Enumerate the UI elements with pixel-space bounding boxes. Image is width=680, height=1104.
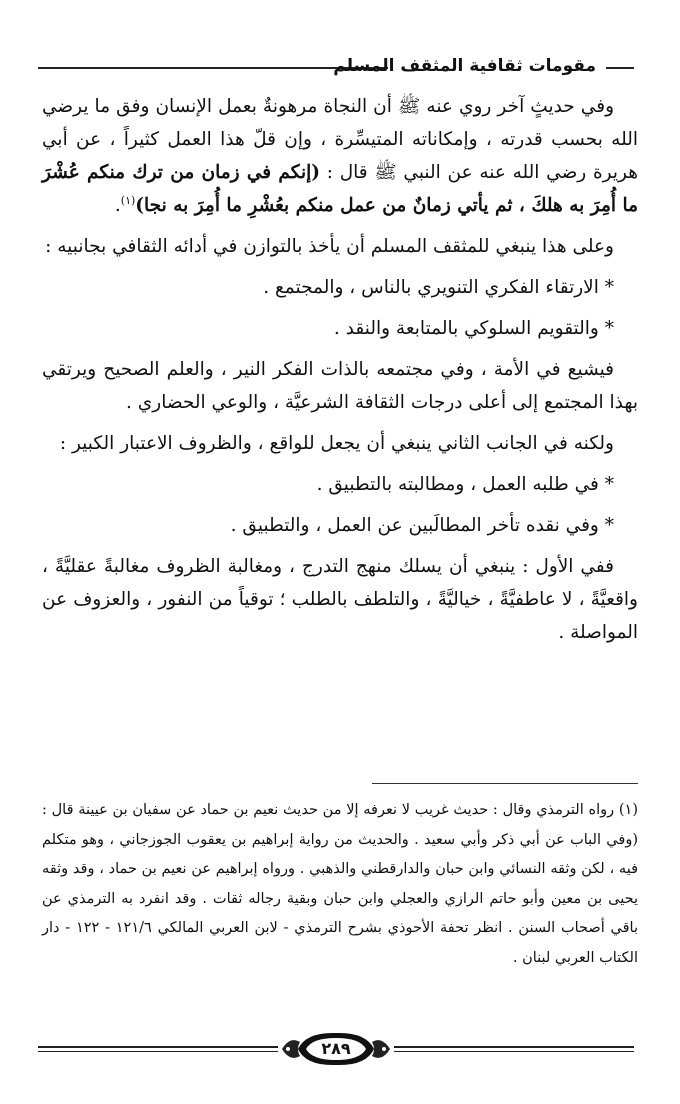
footnote-1: (١) رواه الترمذي وقال : حديث غريب لا نعرفه إلا من حديث نعيم بن حماد عن سفيان بن عيينة قال : (وفي الباب عن أبي ذكر وأبي سعيد . والحديث من رواية إبراهيم بن يعقوب الجوزجاني ، وهو متكلم فيه ، لكن وثقه النسائي وابن حبان والدارقطني والذهبي . ورواه إبراهيم عن نعيم بن حماد ، وقد وثقه يحيى بن معين وأبو حاتم الرازي والعجلي وابن حبان وبقية رجاله ثقات . وقد انفرد به الترمذي عن باقي أصحاب السنن . انظر تحفة الأحوذي بشرح الترمذي - لابن العربي المالكي ١٢١/٦ - ١٢٢ - دار الكتاب العربي لبنان .: [42, 802, 638, 966]
page-footer: [38, 1030, 634, 1070]
paragraph-gradual: ففي الأول : ينبغي أن يسلك منهج التدرج ، ومغالبة الظروف مغالبةً عقليَّةً ، واقعيَّةً ، لا عاطفيَّةً ، خياليَّةً ، والتلطف بالطلب ؛ توقياً من النفور ، والعزوف عن المواصلة .: [42, 556, 638, 643]
paragraph-reality: ولكنه في الجانب الثاني ينبغي أن يجعل للواقع ، والظروف الاعتبار الكبير :: [59, 433, 614, 454]
footer-rule-right: [394, 1046, 634, 1048]
paragraph-spread: فيشيع في الأمة ، وفي مجتمعه بالذات الفكر النير ، والعلم الصحيح ويرتقي بهذا المجتمع إلى أعلى درجات الثقافة الشرعيَّة ، والوعي الحضاري .: [42, 359, 638, 413]
paragraph-hadith-intro: وفي حديثٍ آخر روي عنه ﷺ أن النجاة مرهونةٌ بعمل الإنسان وفق ما يرضي الله بحسب قدرته ، وإمكاناته المتيسِّرة ، وإن قلّ هذا العمل كثيراً ، عن أبي هريرة رضي الله عنه عن النبي ﷺ قال :: [42, 96, 638, 183]
footer-rule-left: [38, 1046, 278, 1048]
footer-rule-right-thin: [394, 1051, 634, 1052]
header-rule-right: [606, 67, 634, 69]
footnotes: [42, 796, 638, 973]
bullet-request: * في طلبه العمل ، ومطالبته بالتطبيق .: [316, 474, 614, 495]
bullet-behavioral: * والتقويم السلوكي بالمتابعة والنقد .: [333, 318, 614, 339]
paragraph-hadith-end: .: [114, 195, 121, 216]
hadith-quote: (إنكم في زمان من ترك منكم عُشْرَ ما أُمِرَ به هلكَ ، ثم يأتي زمانٌ من عمل منكم بعُشْرِ ما أُمِرَ به نجا): [42, 162, 638, 216]
footnote-separator: [372, 783, 638, 784]
bullet-criticism: * وفي نقده تأخر المطالَبين عن العمل ، والتطبيق .: [230, 515, 614, 536]
paragraph-hadith: [42, 90, 638, 222]
running-header-title: مقومات ثقافية المثقف المسلم: [333, 56, 596, 76]
paragraph-balance: وعلى هذا ينبغي للمثقف المسلم أن يأخذ بالتوازن في أدائه الثقافي بجانبيه :: [45, 236, 614, 257]
main-text: [42, 90, 638, 657]
footer-rule-left-thin: [38, 1051, 278, 1052]
footnote-marker: (١): [120, 193, 136, 207]
page-number: ٢٨٩: [321, 1039, 351, 1058]
running-header: [38, 50, 634, 84]
bullet-intellectual: * الارتقاء الفكري التنويري بالناس ، والمجتمع .: [263, 277, 614, 298]
